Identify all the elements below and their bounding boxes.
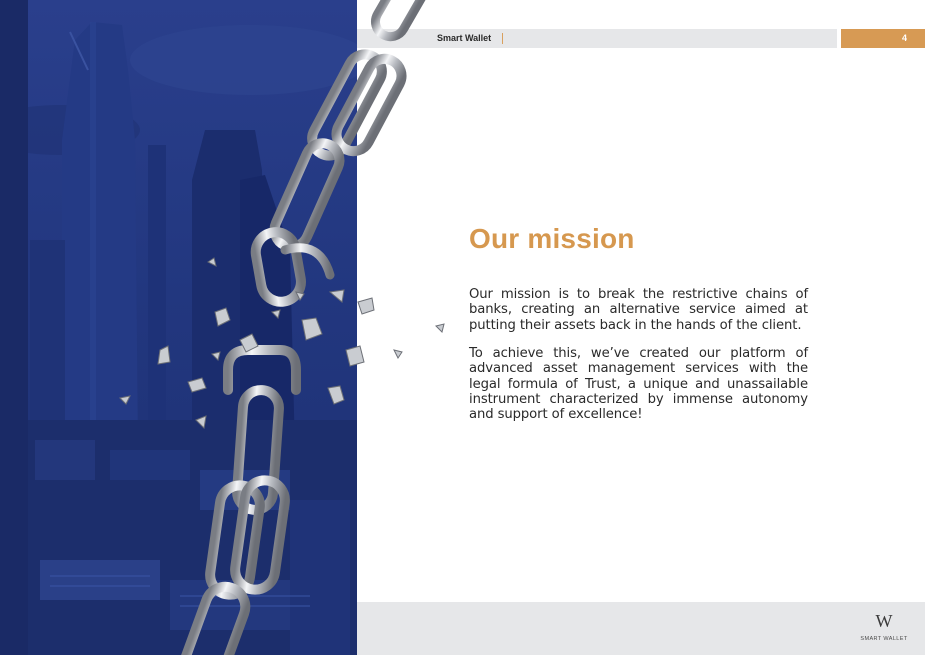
section-heading: Our mission	[469, 223, 635, 254]
header-divider	[502, 33, 503, 44]
page-number: 4	[901, 33, 907, 43]
mission-paragraph-2: To achieve this, we’ve created our platform of advanced asset management services with the legal formula of Trust, a unique and unassailable instrument characterized by immense autonomy and support of excellence!	[469, 346, 808, 423]
footer-bar	[357, 602, 925, 655]
skyline-illustration	[0, 0, 357, 655]
mission-paragraph-1: Our mission is to break the restrictive chains of banks, creating an alternative service aimed at putting their assets back in the hands of the client.	[469, 287, 808, 333]
city-skyline-photo	[0, 0, 357, 655]
logo-wordmark: SMART WALLET	[860, 636, 908, 642]
smart-wallet-logo	[856, 611, 912, 649]
document-title: Smart Wallet	[437, 33, 492, 43]
header-bar	[357, 29, 837, 48]
logo-w-mark: W	[875, 611, 893, 631]
page-number-tab	[841, 29, 925, 48]
